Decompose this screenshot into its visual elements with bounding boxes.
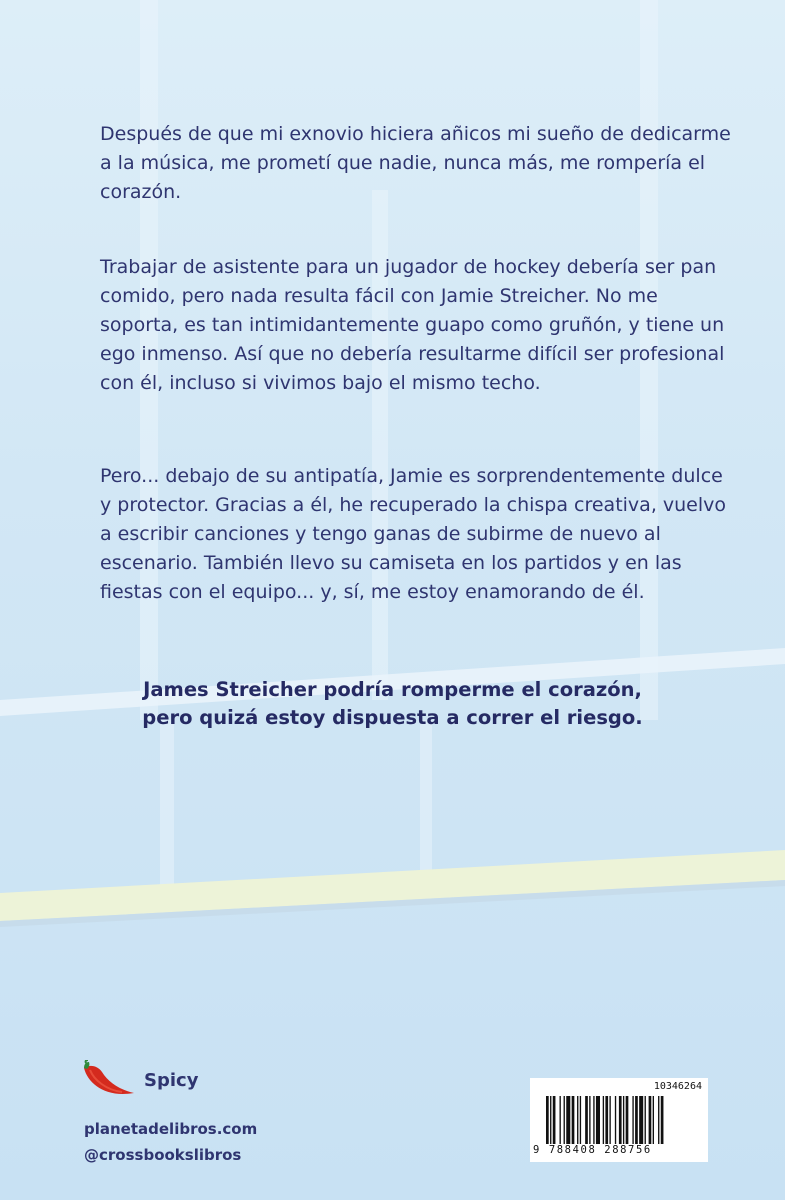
barcode-bar bbox=[649, 1096, 652, 1144]
barcode-bar bbox=[623, 1096, 624, 1144]
tagline bbox=[0, 676, 785, 732]
barcode-bar bbox=[546, 1096, 549, 1144]
barcode-bar bbox=[635, 1096, 638, 1144]
glass-post bbox=[420, 720, 432, 890]
barcode-bar bbox=[615, 1096, 616, 1144]
glass-post bbox=[160, 720, 174, 910]
blurb-paragraph-2: Trabajar de asistente para un jugador de hockey debería ser pan comido, pero nada resulta fácil con Jamie Streicher. No me soporta, es tan intimidantemente guapo como gruñón, y tiene un ego inmenso. Así que no debería resultarme difícil ser profesional con él, incluso si vivimos bajo el mismo techo. bbox=[100, 256, 725, 394]
tagline-line-2: pero quizá estoy dispuesta a correr el riesgo. bbox=[142, 706, 643, 729]
isbn-number: 9 788408 288756 bbox=[533, 1144, 652, 1156]
website-link[interactable]: planetadelibros.com bbox=[84, 1120, 258, 1138]
rink-yellow-rail bbox=[0, 850, 785, 921]
barcode-bar bbox=[564, 1096, 565, 1144]
barcode-bar bbox=[560, 1096, 561, 1144]
barcode-bar bbox=[661, 1096, 664, 1144]
barcode-code: 10346264 bbox=[653, 1081, 702, 1092]
barcode-bar bbox=[553, 1096, 556, 1144]
barcode-bar bbox=[632, 1096, 633, 1144]
barcode-bar bbox=[580, 1096, 581, 1144]
barcode-bar bbox=[593, 1096, 594, 1144]
chili-pepper-icon bbox=[80, 1060, 138, 1100]
social-handle[interactable]: @crossbookslibros bbox=[84, 1146, 242, 1164]
brand-label: Spicy bbox=[144, 1070, 199, 1091]
barcode-bar bbox=[596, 1096, 600, 1144]
barcode-bar bbox=[572, 1096, 575, 1144]
barcode-bar bbox=[619, 1096, 622, 1144]
barcode-bar bbox=[653, 1096, 654, 1144]
blurb-paragraph-3: Pero... debajo de su antipatía, Jamie es sorprendentemente dulce y protector. Gracias a él, he recuperado la chispa creativa, vuelvo a escribir canciones y tengo ganas de subirme de nuevo al escenario. También llevo su camiseta en los partidos y en las fiestas con el equipo... y, sí, me estoy enamorando de él. bbox=[100, 465, 727, 603]
tagline-line-1: James Streicher podría romperme el corazón, bbox=[143, 678, 642, 701]
barcode-bar bbox=[603, 1096, 604, 1144]
barcode-bar bbox=[605, 1096, 608, 1144]
barcode-bar bbox=[658, 1096, 659, 1144]
barcode-bars bbox=[546, 1096, 700, 1144]
barcode-bar bbox=[589, 1096, 590, 1144]
barcode-bar bbox=[550, 1096, 551, 1144]
barcode-bar bbox=[645, 1096, 646, 1144]
blurb-paragraph-1: Después de que mi exnovio hiciera añicos mi sueño de dedicarme a la música, me prometí que nadie, nunca más, me rompería el corazón. bbox=[100, 123, 731, 203]
barcode-bar bbox=[609, 1096, 610, 1144]
barcode-bar bbox=[566, 1096, 570, 1144]
barcode-bar bbox=[626, 1096, 629, 1144]
barcode-bar bbox=[639, 1096, 643, 1144]
barcode-bar bbox=[585, 1096, 588, 1144]
barcode bbox=[530, 1078, 708, 1162]
barcode-bar bbox=[577, 1096, 578, 1144]
